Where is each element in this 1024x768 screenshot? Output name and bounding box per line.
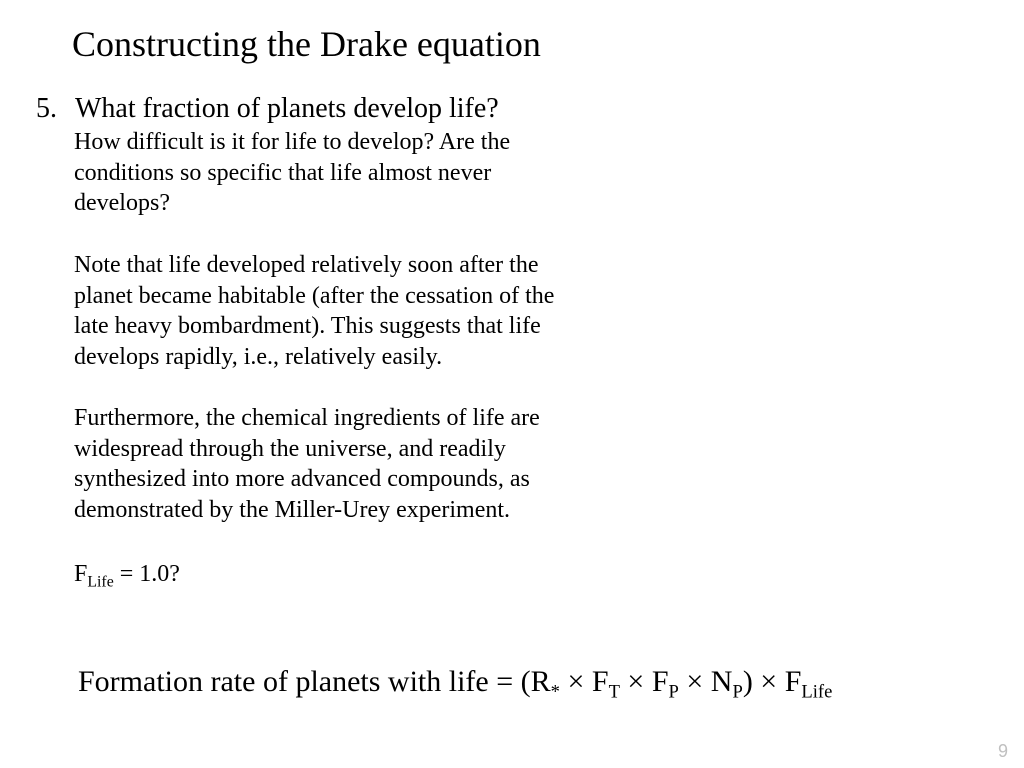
- formula-fp-subscript: P: [668, 681, 679, 703]
- slide-title: Constructing the Drake equation: [72, 24, 541, 64]
- paragraph-line: late heavy bombardment). This suggests that life: [74, 313, 541, 339]
- paragraph-line: How difficult is it for life to develop? Are the: [74, 129, 511, 155]
- formula-r-subscript: *: [550, 681, 560, 703]
- formula-term: × N: [678, 665, 733, 698]
- paragraph-line: conditions so specific that life almost never: [74, 159, 492, 186]
- paragraph-line: widespread through the universe, and readily: [74, 435, 506, 462]
- paragraph-chemical-ingredients: [74, 403, 664, 525]
- formula-flife-subscript: Life: [801, 681, 833, 703]
- paragraph-line: planet became habitable (after the cessation of the: [74, 282, 555, 309]
- paragraph-early-life: [74, 250, 664, 372]
- paragraph-line: synthesized into more advanced compounds, as: [74, 466, 530, 492]
- formula-term: × F: [619, 665, 669, 698]
- drake-formula: [78, 662, 832, 702]
- list-item-heading: What fraction of planets develop life?: [75, 93, 499, 124]
- paragraph-line: develops rapidly, i.e., relatively easily.: [74, 343, 443, 370]
- page-number: 9: [997, 741, 1008, 761]
- formula-ft-subscript: T: [608, 681, 620, 703]
- flife-estimate: [74, 556, 180, 592]
- paragraph-line: demonstrated by the Miller-Urey experiment.: [74, 496, 511, 523]
- paragraph-line: Furthermore, the chemical ingredients of life are: [74, 405, 540, 431]
- formula-np-subscript: P: [732, 681, 743, 703]
- formula-term: × F: [559, 665, 609, 698]
- paragraph-difficulty: [74, 127, 664, 219]
- formula-lead: Formation rate of planets with life = (R: [78, 665, 551, 698]
- estimate-subscript: Life: [87, 573, 114, 591]
- estimate-symbol: F: [74, 561, 88, 587]
- paragraph-line: develops?: [74, 190, 170, 216]
- paragraph-line: Note that life developed relatively soon after the: [74, 252, 539, 278]
- formula-term: ) × F: [742, 665, 802, 698]
- list-item-number: 5.: [36, 93, 57, 124]
- estimate-value: = 1.0?: [113, 561, 180, 587]
